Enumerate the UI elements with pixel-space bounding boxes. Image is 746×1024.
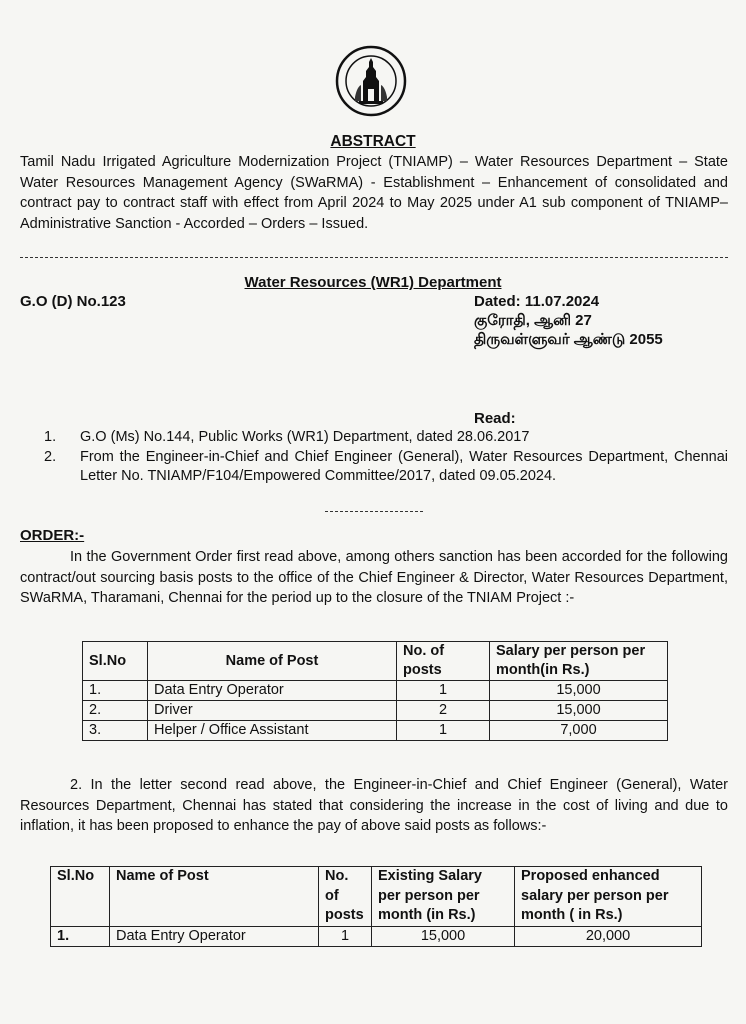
cell-sl: 1. — [51, 926, 110, 947]
cell-salary: 7,000 — [490, 721, 668, 741]
cell-no: 2 — [397, 701, 490, 721]
table-header-row — [83, 642, 668, 681]
cell-no: 1 — [397, 681, 490, 701]
cell-sl: 1. — [83, 681, 148, 701]
cell-name: Data Entry Operator — [110, 926, 319, 947]
department-title: Water Resources (WR1) Department — [244, 274, 502, 291]
divider — [20, 257, 728, 258]
tamil-date-line-2: திருவள்ளுவர் ஆண்டு 2055 — [474, 331, 663, 348]
header-salary: Salary per person per month(in Rs.) — [490, 642, 668, 681]
cell-sl: 2. — [83, 701, 148, 721]
table-row — [83, 721, 668, 741]
table-header-row — [51, 867, 702, 927]
reference-number: 1. — [44, 429, 57, 445]
subject-text: Tamil Nadu Irrigated Agriculture Modernization Project (TNIAMP) – Water Resources Department – State Water Resources Management Agency (SWaRMA) - Establishment – Enhancement of consolidated and contract pay to contract staff with effect from April 2024 to May 2025 under A1 sub component of TNIAMP– Administrative Sanction - Accorded – Orders – Issued. — [20, 154, 728, 232]
header-sl-no: Sl.No — [51, 867, 110, 927]
header-no-of-posts: No. of posts — [397, 642, 490, 681]
separator-dashes — [325, 511, 423, 512]
order-paragraph-2: 2. In the letter second read above, the Engineer-in-Chief and Chief Engineer (General), Water Resources Department, Chennai has stated that considering the increase in the cost of living and due to inflation, it has been proposed to enhance the pay of above said posts as follows:- — [20, 777, 728, 834]
reference-number: 2. — [44, 448, 57, 465]
header-name-of-post: Name of Post — [148, 642, 397, 681]
table-row — [83, 701, 668, 721]
cell-existing-salary: 15,000 — [372, 926, 515, 947]
abstract-title: ABSTRACT — [330, 133, 416, 150]
dated: Dated: 11.07.2024 — [474, 293, 600, 310]
header-proposed-salary: Proposed enhanced salary per person per month ( in Rs.) — [515, 867, 702, 927]
cell-name: Data Entry Operator — [148, 681, 397, 701]
table-row — [83, 681, 668, 701]
header-existing-salary: Existing Salary per person per month (in Rs.) — [372, 867, 515, 927]
reference-text: G.O (Ms) No.144, Public Works (WR1) Department, dated 28.06.2017 — [80, 429, 530, 445]
cell-no: 1 — [319, 926, 372, 947]
cell-name: Helper / Office Assistant — [148, 721, 397, 741]
posts-table — [82, 641, 668, 741]
read-label: Read: — [474, 410, 516, 427]
header-sl-no: Sl.No — [83, 642, 148, 681]
cell-salary: 15,000 — [490, 701, 668, 721]
cell-no: 1 — [397, 721, 490, 741]
reference-item — [44, 448, 728, 487]
table-row — [51, 926, 702, 947]
cell-proposed-salary: 20,000 — [515, 926, 702, 947]
reference-item — [44, 428, 728, 448]
order-heading: ORDER:- — [20, 527, 85, 544]
tamil-date-line-1: குரோதி, ஆனி 27 — [474, 312, 592, 329]
tamil-nadu-emblem-icon — [335, 45, 407, 117]
header-no-of-posts: No. of posts — [319, 867, 372, 927]
references-list — [44, 428, 728, 487]
order-paragraph-1: In the Government Order first read above, among others sanction has been accorded for the following contract/out sourcing basis posts to the office of the Chief Engineer & Director, Water Resources Department, SWaRMA, Tharamani, Chennai for the period up to the closure of the TNIAM Project :- — [20, 549, 728, 606]
cell-sl: 3. — [83, 721, 148, 741]
proposed-pay-table — [50, 866, 702, 947]
go-number: G.O (D) No.123 — [20, 293, 126, 310]
header-name-of-post: Name of Post — [110, 867, 319, 927]
cell-salary: 15,000 — [490, 681, 668, 701]
cell-name: Driver — [148, 701, 397, 721]
reference-text: From the Engineer-in-Chief and Chief Engineer (General), Water Resources Department, Chennai Letter No. TNIAMP/F104/Empowered Committee/2017, dated 09.05.2024. — [80, 448, 728, 484]
